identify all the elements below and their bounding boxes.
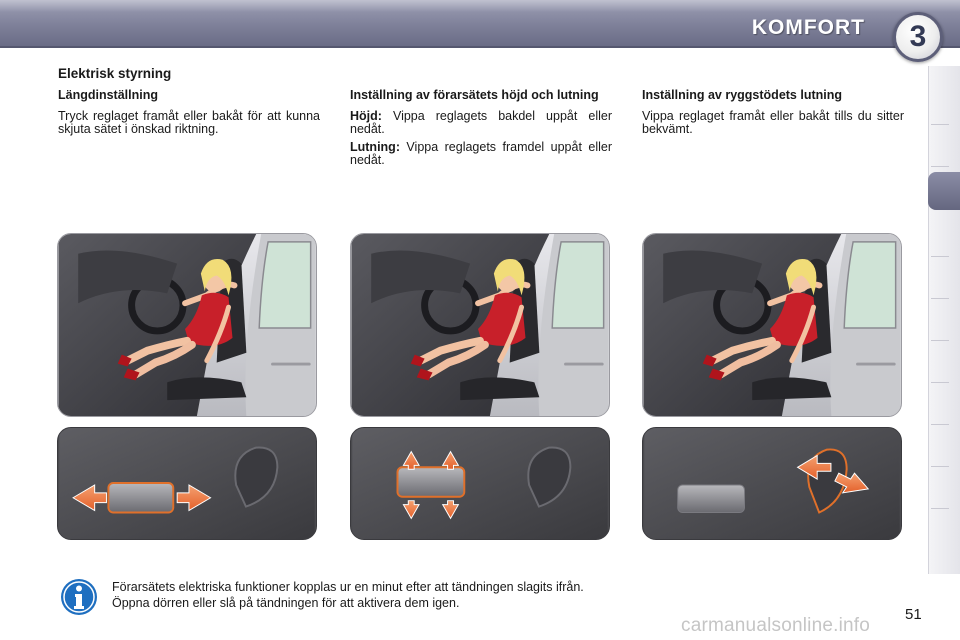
height-instruction — [350, 110, 612, 136]
seat-switch-highlighted — [397, 467, 464, 496]
tab-divider — [931, 166, 949, 167]
driver-seat-photo-3 — [642, 233, 902, 417]
tab-divider — [931, 382, 949, 383]
column-heading: Inställning av förarsätets höjd och lutning — [350, 88, 599, 102]
driver-seat-illustration — [351, 234, 609, 416]
tab-divider — [931, 424, 949, 425]
active-chapter-tab[interactable] — [928, 172, 960, 210]
height-text: Vippa reglagets bakdel uppåt eller nedåt. — [350, 109, 612, 136]
control-height-diagram — [350, 427, 610, 540]
column-heading: Längdinställning — [58, 88, 158, 102]
chapter-number: 3 — [909, 20, 927, 53]
tilt-text: Vippa reglagets framdel uppåt eller nedåt. — [350, 140, 612, 167]
seat-switch — [678, 485, 745, 513]
chapter-tab-strip — [928, 66, 960, 574]
seat-switch-highlighted — [108, 483, 173, 512]
column-length-adjustment — [58, 89, 320, 141]
column-height-tilt — [350, 89, 612, 172]
column-backrest — [642, 89, 904, 141]
seat-side-panel — [352, 428, 607, 539]
height-label: Höjd: — [350, 109, 382, 123]
column-heading: Inställning av ryggstödets lutning — [642, 88, 843, 102]
tab-divider — [931, 340, 949, 341]
info-note — [112, 579, 752, 611]
section-title: Elektrisk styrning — [58, 66, 172, 81]
info-line: Öppna dörren eller slå på tändningen för att aktivera dem igen. — [112, 596, 460, 610]
chapter-title: KOMFORT — [751, 16, 865, 39]
control-backrest-diagram — [642, 427, 902, 540]
page-number: 51 — [905, 606, 922, 623]
tab-divider — [931, 508, 949, 509]
tab-divider — [931, 466, 949, 467]
tilt-instruction — [350, 141, 612, 167]
tab-divider — [931, 256, 949, 257]
tab-divider — [931, 124, 949, 125]
chapter-badge — [893, 12, 943, 62]
driver-seat-illustration — [58, 234, 316, 416]
info-line: Förarsätets elektriska funktioner kopplas ur en minut efter att tändningen slagits ifrån. — [112, 580, 584, 594]
column-paragraph: Vippa reglaget framåt eller bakåt tills du sitter bekvämt. — [642, 109, 904, 136]
control-length-diagram — [57, 427, 317, 540]
tilt-label: Lutning: — [350, 140, 400, 154]
info-icon — [60, 578, 98, 616]
seat-side-panel — [59, 428, 314, 539]
watermark: carmanualsonline.info — [681, 615, 871, 636]
driver-seat-illustration — [643, 234, 901, 416]
driver-seat-photo-1 — [57, 233, 317, 417]
tab-divider — [931, 298, 949, 299]
driver-seat-photo-2 — [350, 233, 610, 417]
column-paragraph: Tryck reglaget framåt eller bakåt för att kunna skjuta sätet i önskad riktning. — [58, 109, 320, 136]
